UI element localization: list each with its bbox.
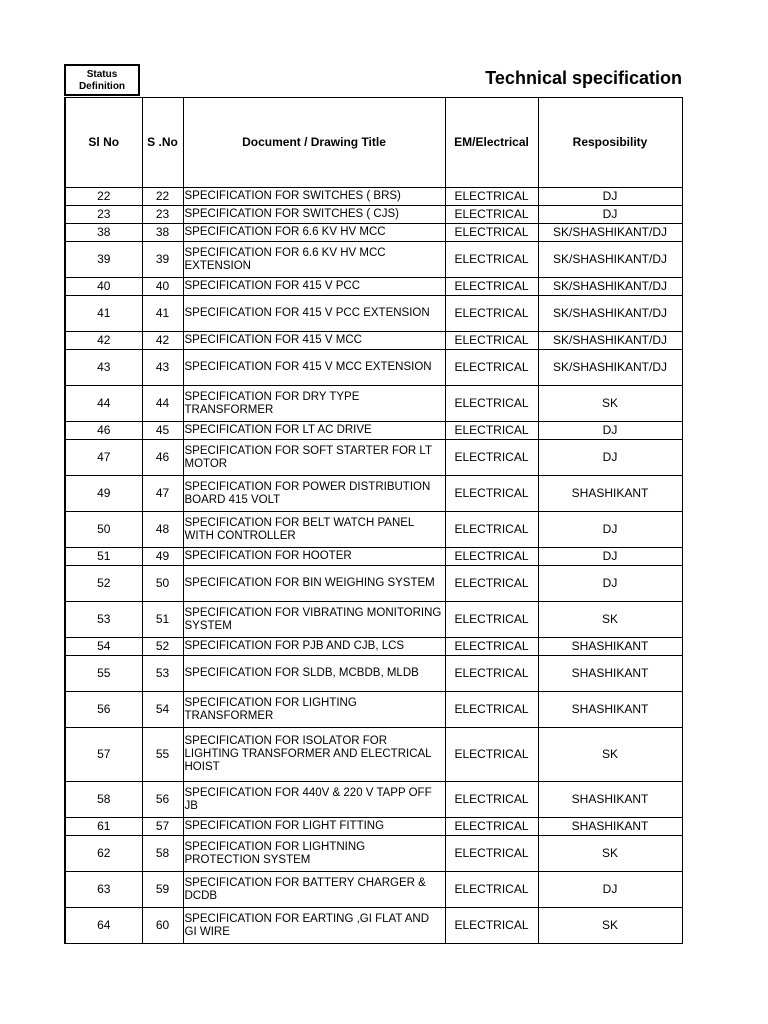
responsibility-cell: SK — [538, 386, 682, 422]
em-electrical-cell: ELECTRICAL — [445, 782, 538, 818]
table-row — [65, 278, 682, 296]
sl-no-cell: 44 — [65, 386, 142, 422]
s-no-cell: 56 — [142, 782, 183, 818]
sl-no-cell: 38 — [65, 224, 142, 242]
responsibility-cell: DJ — [538, 206, 682, 224]
s-no-cell: 52 — [142, 638, 183, 656]
em-electrical-cell: ELECTRICAL — [445, 656, 538, 692]
s-no-cell: 45 — [142, 422, 183, 440]
document-title-cell: SPECIFICATION FOR BIN WEIGHING SYSTEM — [183, 566, 445, 602]
table-row — [65, 836, 682, 872]
table-row — [65, 242, 682, 278]
responsibility-cell: SHASHIKANT — [538, 782, 682, 818]
header-em-electrical: EM/Electrical — [445, 98, 538, 188]
document-title-cell: SPECIFICATION FOR LIGHTING TRANSFORMER — [183, 692, 445, 728]
table-row — [65, 872, 682, 908]
em-electrical-cell: ELECTRICAL — [445, 908, 538, 944]
sl-no-cell: 61 — [65, 818, 142, 836]
s-no-cell: 54 — [142, 692, 183, 728]
document-title-cell: SPECIFICATION FOR DRY TYPE TRANSFORMER — [183, 386, 445, 422]
table-row — [65, 332, 682, 350]
document-title-cell: SPECIFICATION FOR EARTING ,GI FLAT AND GI WIRE — [183, 908, 445, 944]
s-no-cell: 40 — [142, 278, 183, 296]
responsibility-cell: SK — [538, 836, 682, 872]
responsibility-cell: DJ — [538, 188, 682, 206]
table-row — [65, 476, 682, 512]
em-electrical-cell: ELECTRICAL — [445, 242, 538, 278]
table-row — [65, 188, 682, 206]
em-electrical-cell: ELECTRICAL — [445, 548, 538, 566]
document-title-cell: SPECIFICATION FOR BATTERY CHARGER & DCDB — [183, 872, 445, 908]
responsibility-cell: SK/SHASHIKANT/DJ — [538, 242, 682, 278]
responsibility-cell: SK/SHASHIKANT/DJ — [538, 350, 682, 386]
em-electrical-cell: ELECTRICAL — [445, 566, 538, 602]
header-s-no: S .No — [142, 98, 183, 188]
responsibility-cell: SHASHIKANT — [538, 656, 682, 692]
document-title-cell: SPECIFICATION FOR VIBRATING MONITORING SYSTEM — [183, 602, 445, 638]
table-row — [65, 350, 682, 386]
status-definition-box — [64, 64, 140, 96]
header-document-title: Document / Drawing Title — [183, 98, 445, 188]
s-no-cell: 59 — [142, 872, 183, 908]
table-row — [65, 386, 682, 422]
em-electrical-cell: ELECTRICAL — [445, 638, 538, 656]
document-title-cell: SPECIFICATION FOR SWITCHES ( BRS) — [183, 188, 445, 206]
em-electrical-cell: ELECTRICAL — [445, 728, 538, 782]
sl-no-cell: 41 — [65, 296, 142, 332]
table-row — [65, 548, 682, 566]
table-row — [65, 296, 682, 332]
sl-no-cell: 55 — [65, 656, 142, 692]
document-title-cell: SPECIFICATION FOR HOOTER — [183, 548, 445, 566]
s-no-cell: 47 — [142, 476, 183, 512]
sl-no-cell: 49 — [65, 476, 142, 512]
document-title-cell: SPECIFICATION FOR POWER DISTRIBUTION BOARD 415 VOLT — [183, 476, 445, 512]
sl-no-cell: 22 — [65, 188, 142, 206]
responsibility-cell: SK — [538, 908, 682, 944]
sl-no-cell: 39 — [65, 242, 142, 278]
responsibility-cell: SHASHIKANT — [538, 638, 682, 656]
responsibility-cell: SK — [538, 602, 682, 638]
table-row — [65, 638, 682, 656]
em-electrical-cell: ELECTRICAL — [445, 296, 538, 332]
document-title-cell: SPECIFICATION FOR 415 V MCC EXTENSION — [183, 350, 445, 386]
table-row — [65, 602, 682, 638]
sl-no-cell: 46 — [65, 422, 142, 440]
s-no-cell: 51 — [142, 602, 183, 638]
sl-no-cell: 62 — [65, 836, 142, 872]
status-label: Status — [86, 69, 118, 80]
em-electrical-cell: ELECTRICAL — [445, 818, 538, 836]
table-row — [65, 422, 682, 440]
sl-no-cell: 23 — [65, 206, 142, 224]
em-electrical-cell: ELECTRICAL — [445, 332, 538, 350]
table-row — [65, 206, 682, 224]
responsibility-cell: SK/SHASHIKANT/DJ — [538, 278, 682, 296]
em-electrical-cell: ELECTRICAL — [445, 602, 538, 638]
em-electrical-cell: ELECTRICAL — [445, 692, 538, 728]
document-title-cell: SPECIFICATION FOR 440V & 220 V TAPP OFF JB — [183, 782, 445, 818]
responsibility-cell: SK/SHASHIKANT/DJ — [538, 332, 682, 350]
em-electrical-cell: ELECTRICAL — [445, 386, 538, 422]
responsibility-cell: DJ — [538, 440, 682, 476]
s-no-cell: 44 — [142, 386, 183, 422]
s-no-cell: 60 — [142, 908, 183, 944]
sl-no-cell: 51 — [65, 548, 142, 566]
table-row — [65, 782, 682, 818]
table-row — [65, 512, 682, 548]
s-no-cell: 46 — [142, 440, 183, 476]
sl-no-cell: 64 — [65, 908, 142, 944]
table-row — [65, 908, 682, 944]
sl-no-cell: 57 — [65, 728, 142, 782]
table-row — [65, 818, 682, 836]
document-title-cell: SPECIFICATION FOR SLDB, MCBDB, MLDB — [183, 656, 445, 692]
sl-no-cell: 43 — [65, 350, 142, 386]
s-no-cell: 55 — [142, 728, 183, 782]
document-title-cell: SPECIFICATION FOR LIGHTNING PROTECTION SYSTEM — [183, 836, 445, 872]
definition-label: Definition — [78, 81, 126, 92]
responsibility-cell: SHASHIKANT — [538, 818, 682, 836]
responsibility-cell: DJ — [538, 566, 682, 602]
document-title-cell: SPECIFICATION FOR ISOLATOR FOR LIGHTING TRANSFORMER AND ELECTRICAL HOIST — [183, 728, 445, 782]
em-electrical-cell: ELECTRICAL — [445, 206, 538, 224]
s-no-cell: 43 — [142, 350, 183, 386]
s-no-cell: 42 — [142, 332, 183, 350]
s-no-cell: 41 — [142, 296, 183, 332]
sl-no-cell: 54 — [65, 638, 142, 656]
table-row — [65, 656, 682, 692]
s-no-cell: 50 — [142, 566, 183, 602]
header-sl-no: Sl No — [65, 98, 142, 188]
em-electrical-cell: ELECTRICAL — [445, 872, 538, 908]
em-electrical-cell: ELECTRICAL — [445, 188, 538, 206]
header-responsibility: Resposibility — [538, 98, 682, 188]
sl-no-cell: 52 — [65, 566, 142, 602]
table-row — [65, 566, 682, 602]
sl-no-cell: 47 — [65, 440, 142, 476]
document-title-cell: SPECIFICATION FOR 415 V MCC — [183, 332, 445, 350]
table-row — [65, 440, 682, 476]
spec-table — [64, 97, 683, 944]
sl-no-cell: 56 — [65, 692, 142, 728]
sl-no-cell: 58 — [65, 782, 142, 818]
em-electrical-cell: ELECTRICAL — [445, 422, 538, 440]
responsibility-cell: SK/SHASHIKANT/DJ — [538, 224, 682, 242]
sl-no-cell: 53 — [65, 602, 142, 638]
s-no-cell: 58 — [142, 836, 183, 872]
em-electrical-cell: ELECTRICAL — [445, 224, 538, 242]
responsibility-cell: DJ — [538, 512, 682, 548]
s-no-cell: 22 — [142, 188, 183, 206]
s-no-cell: 57 — [142, 818, 183, 836]
responsibility-cell: DJ — [538, 872, 682, 908]
s-no-cell: 39 — [142, 242, 183, 278]
em-electrical-cell: ELECTRICAL — [445, 512, 538, 548]
document-title-cell: SPECIFICATION FOR 6.6 KV HV MCC EXTENSION — [183, 242, 445, 278]
document-title-cell: SPECIFICATION FOR 6.6 KV HV MCC — [183, 224, 445, 242]
table-row — [65, 224, 682, 242]
em-electrical-cell: ELECTRICAL — [445, 836, 538, 872]
document-title-cell: SPECIFICATION FOR LT AC DRIVE — [183, 422, 445, 440]
responsibility-cell: SK/SHASHIKANT/DJ — [538, 296, 682, 332]
responsibility-cell: SHASHIKANT — [538, 692, 682, 728]
sl-no-cell: 40 — [65, 278, 142, 296]
s-no-cell: 48 — [142, 512, 183, 548]
page-title: Technical specification — [485, 68, 682, 88]
sl-no-cell: 42 — [65, 332, 142, 350]
responsibility-cell: SHASHIKANT — [538, 476, 682, 512]
responsibility-cell: DJ — [538, 548, 682, 566]
s-no-cell: 53 — [142, 656, 183, 692]
table-row — [65, 728, 682, 782]
document-title-cell: SPECIFICATION FOR LIGHT FITTING — [183, 818, 445, 836]
document-title-cell: SPECIFICATION FOR PJB AND CJB, LCS — [183, 638, 445, 656]
responsibility-cell: DJ — [538, 422, 682, 440]
em-electrical-cell: ELECTRICAL — [445, 350, 538, 386]
document-title-cell: SPECIFICATION FOR SOFT STARTER FOR LT MOTOR — [183, 440, 445, 476]
s-no-cell: 49 — [142, 548, 183, 566]
document-title-cell: SPECIFICATION FOR 415 V PCC EXTENSION — [183, 296, 445, 332]
document-title-cell: SPECIFICATION FOR 415 V PCC — [183, 278, 445, 296]
em-electrical-cell: ELECTRICAL — [445, 476, 538, 512]
header-row — [65, 98, 682, 188]
em-electrical-cell: ELECTRICAL — [445, 440, 538, 476]
sl-no-cell: 50 — [65, 512, 142, 548]
table-row — [65, 692, 682, 728]
document-title-cell: SPECIFICATION FOR BELT WATCH PANEL WITH CONTROLLER — [183, 512, 445, 548]
document-title-cell: SPECIFICATION FOR SWITCHES ( CJS) — [183, 206, 445, 224]
responsibility-cell: SK — [538, 728, 682, 782]
sl-no-cell: 63 — [65, 872, 142, 908]
s-no-cell: 23 — [142, 206, 183, 224]
s-no-cell: 38 — [142, 224, 183, 242]
em-electrical-cell: ELECTRICAL — [445, 278, 538, 296]
